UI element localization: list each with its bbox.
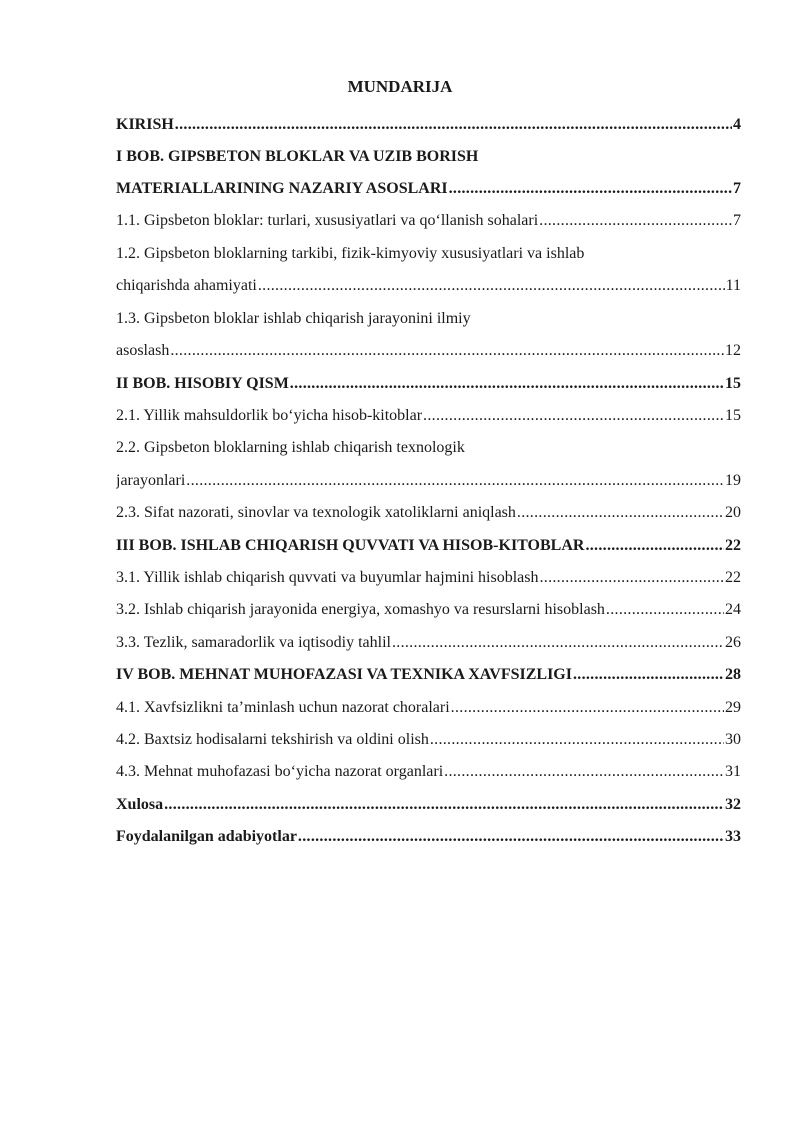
toc-entry-2-3[interactable] — [116, 503, 741, 523]
toc-entry-1-3[interactable] — [116, 341, 741, 361]
toc-page-number: 28 — [725, 666, 741, 683]
toc-page-number: 15 — [725, 375, 741, 392]
toc-page-number: 22 — [725, 569, 741, 586]
toc-page-number: 15 — [725, 407, 741, 424]
toc-entry-text: chiqarishda ahamiyati — [116, 277, 257, 294]
dot-leader — [170, 341, 724, 361]
toc-page-number: 33 — [725, 828, 741, 845]
dot-leader — [186, 471, 724, 491]
dot-leader — [423, 406, 724, 426]
toc-page-number: 26 — [725, 634, 741, 651]
toc-entry-bob3[interactable] — [116, 536, 741, 556]
toc-page-number: 7 — [733, 212, 741, 229]
toc-page-number: 7 — [733, 180, 741, 197]
dot-leader — [392, 633, 724, 653]
dot-leader — [573, 665, 724, 685]
toc-entry-text: 4.3. Mehnat muhofazasi bo‘yicha nazorat organlari — [116, 763, 444, 780]
toc-entry-text: 4.1. Xavfsizlikni ta’minlash uchun nazorat choralari — [116, 699, 450, 716]
toc-entry-3-2[interactable] — [116, 600, 741, 620]
toc-entry-text: Xulosa — [116, 796, 164, 813]
dot-leader — [164, 795, 724, 815]
toc-entry-1-1[interactable] — [116, 211, 741, 231]
toc-entry-bob1[interactable] — [116, 179, 741, 199]
dot-leader — [444, 762, 724, 782]
toc-entry-text: 2.1. Yillik mahsuldorlik bo‘yicha hisob-kitoblar — [116, 407, 423, 424]
toc-entry-lead-2-2[interactable]: 2.2. Gipsbeton bloklarning ishlab chiqarish texnologik — [116, 439, 465, 456]
toc-entry-text: MATERIALLARINING NAZARIY ASOSLARI — [116, 180, 448, 197]
dot-leader — [585, 536, 724, 556]
toc-entry-lead-1-3[interactable]: 1.3. Gipsbeton bloklar ishlab chiqarish jarayonini ilmiy — [116, 310, 471, 327]
dot-leader — [298, 827, 724, 847]
toc-entry-text: II BOB. HISOBIY QISM — [116, 375, 289, 392]
toc-entry-kirish[interactable] — [116, 115, 741, 135]
toc-entry-4-3[interactable] — [116, 762, 741, 782]
dot-leader — [430, 730, 724, 750]
toc-page-number: 11 — [725, 277, 741, 294]
dot-leader — [258, 276, 725, 296]
toc-entry-4-1[interactable] — [116, 698, 741, 718]
toc-page-number: 30 — [725, 731, 741, 748]
toc-entry-text: jarayonlari — [116, 472, 186, 489]
toc-page-number: 31 — [725, 763, 741, 780]
toc-entry-text: IV BOB. MEHNAT MUHOFAZASI VA TEXNIKA XAVFSIZLIGI — [116, 666, 572, 683]
toc-entry-text: 1.1. Gipsbeton bloklar: turlari, xususiyatlari va qo‘llanish sohalari — [116, 212, 539, 229]
toc-entry-2-2[interactable] — [116, 471, 741, 491]
toc-page-number: 19 — [725, 472, 741, 489]
dot-leader — [290, 374, 724, 394]
dot-leader — [539, 211, 732, 231]
toc-entry-bob4[interactable] — [116, 665, 741, 685]
toc-entry-lead-1-2[interactable]: 1.2. Gipsbeton bloklarning tarkibi, fizik-kimyoviy xususiyatlari va ishlab — [116, 245, 585, 262]
toc-page-number: 4 — [733, 116, 741, 133]
toc-page-number: 32 — [725, 796, 741, 813]
toc-entry-text: 3.3. Tezlik, samaradorlik va iqtisodiy tahlil — [116, 634, 391, 651]
toc-entry-text: 3.1. Yillik ishlab chiqarish quvvati va buyumlar hajmini hisoblash — [116, 569, 539, 586]
toc-entry-text: 4.2. Baxtsiz hodisalarni tekshirish va oldini olish — [116, 731, 429, 748]
toc-entry-adabiyotlar[interactable] — [116, 827, 741, 847]
toc-entry-bob2[interactable] — [116, 374, 741, 394]
toc-page-number: 24 — [725, 601, 741, 618]
toc-entry-text: asoslash — [116, 342, 170, 359]
toc-page-number: 22 — [725, 537, 741, 554]
toc-page-number: 12 — [725, 342, 741, 359]
dot-leader — [517, 503, 724, 523]
toc-entry-text: Foydalanilgan adabiyotlar — [116, 828, 297, 845]
toc-page-number: 20 — [725, 504, 741, 521]
toc-entry-1-2[interactable] — [116, 276, 741, 296]
page-title: MUNDARIJA — [347, 77, 453, 96]
toc-entry-text: 2.3. Sifat nazorati, sinovlar va texnologik xatoliklarni aniqlash — [116, 504, 516, 521]
toc-entry-3-1[interactable] — [116, 568, 741, 588]
toc-entry-lead-bob1[interactable]: I BOB. GIPSBETON BLOKLAR VA UZIB BORISH — [116, 148, 479, 165]
toc-entry-text: KIRISH — [116, 116, 174, 133]
toc-entry-text: 3.2. Ishlab chiqarish jarayonida energiya, xomashyo va resurslarni hisoblash — [116, 601, 605, 618]
dot-leader — [451, 698, 724, 718]
dot-leader — [539, 568, 724, 588]
toc-entry-text: III BOB. ISHLAB CHIQARISH QUVVATI VA HISOB-KITOBLAR — [116, 537, 585, 554]
dot-leader — [449, 179, 732, 199]
dot-leader — [606, 600, 724, 620]
toc-entry-3-3[interactable] — [116, 633, 741, 653]
toc-entry-4-2[interactable] — [116, 730, 741, 750]
toc-page-number: 29 — [725, 699, 741, 716]
toc-entry-xulosa[interactable] — [116, 795, 741, 815]
dot-leader — [175, 115, 732, 135]
toc-entry-2-1[interactable] — [116, 406, 741, 426]
